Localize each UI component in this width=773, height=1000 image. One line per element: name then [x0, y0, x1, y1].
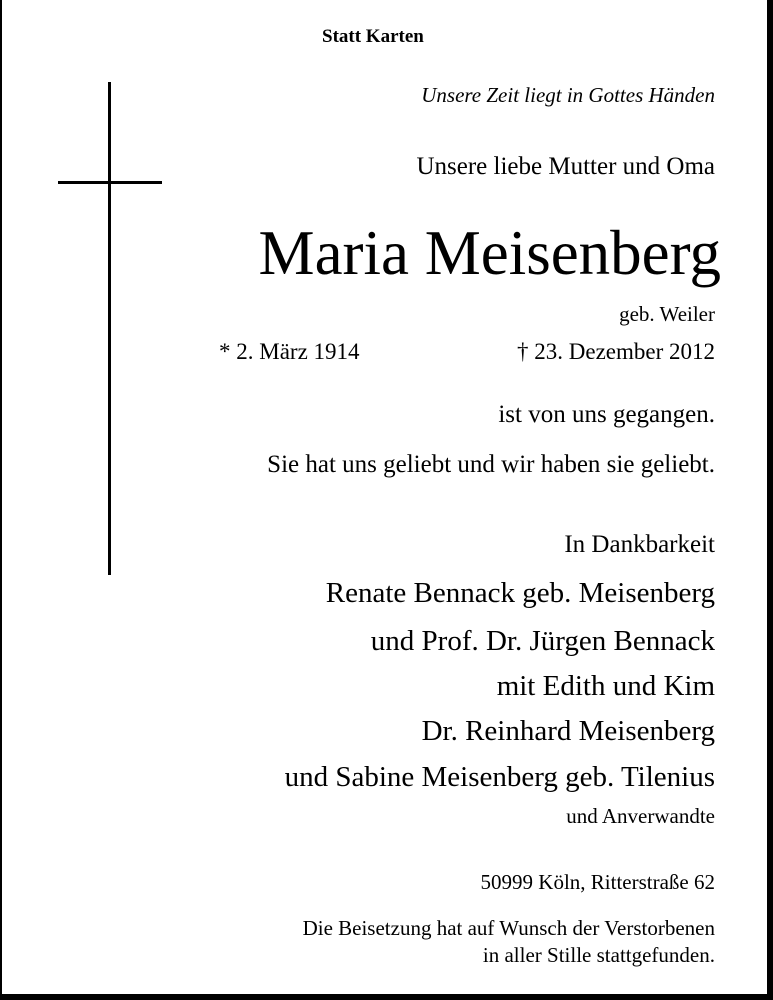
mourner-line: und Prof. Dr. Jürgen Bennack [370, 625, 715, 657]
passed-line: ist von uns gegangen. [498, 401, 715, 428]
motto: Unsere Zeit liegt in Gottes Händen [421, 83, 715, 107]
mourner-line: mit Edith und Kim [496, 670, 715, 702]
death-date: † 23. Dezember 2012 [517, 339, 715, 364]
notice-header: Statt Karten [322, 26, 424, 47]
maiden-name: geb. Weiler [619, 302, 715, 326]
deceased-name: Maria Meisenberg [258, 218, 721, 288]
burial-note-line: in aller Stille stattgefunden. [482, 943, 715, 967]
burial-note-line: Die Beisetzung hat auf Wunsch der Verstorbenen [302, 916, 715, 940]
mourner-line: Dr. Reinhard Meisenberg [421, 715, 715, 747]
love-line: Sie hat uns geliebt und wir haben sie geliebt. [267, 451, 715, 478]
relatives-line: und Anverwandte [566, 804, 715, 828]
intro-line: Unsere liebe Mutter und Oma [416, 153, 715, 180]
birth-date: * 2. März 1914 [219, 339, 360, 364]
cross-vertical-bar [108, 82, 111, 575]
cross-horizontal-bar [58, 181, 162, 184]
mourner-line: Renate Bennack geb. Meisenberg [325, 577, 715, 609]
mourner-line: und Sabine Meisenberg geb. Tilenius [284, 761, 715, 793]
address: 50999 Köln, Ritterstraße 62 [480, 870, 715, 894]
gratitude-line: In Dankbarkeit [564, 531, 715, 558]
